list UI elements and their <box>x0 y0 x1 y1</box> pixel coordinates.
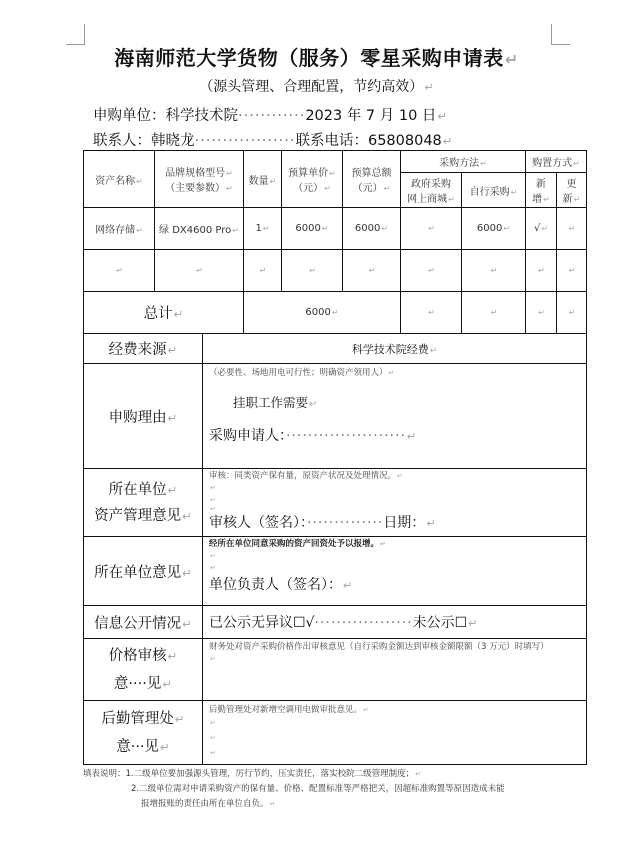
unit-opinion-hint: 经所在单位同意采购的资产回资处予以报增。↵ <box>209 539 386 549</box>
contact-name: 韩晓龙 <box>151 133 195 149</box>
procurement-table <box>83 150 587 765</box>
asset-mgmt-field[interactable]: 审核：同类资产保有量，原资产状况及处理情况。↵ ↵ ↵ ↵ 审核人（签名）：··············日期：↵ <box>203 469 587 537</box>
document-title: 海南师范大学货物（服务）零星采购申请表↵ <box>114 46 519 70</box>
instructions-label: 填表说明： <box>83 769 126 779</box>
reason-hint: （必要性、场地用电可行性；明确资产领用人）↵ <box>209 368 395 378</box>
reviewer-signature[interactable]: 审核人（签名）：··············日期：↵ <box>209 515 436 531</box>
cell-quantity[interactable]: 1↵ <box>244 208 282 250</box>
form-instructions: 填表说明：1.二级单位要加强源头管理，厉行节约，压实责任，落实校院二级管理制度；↵ 2.二级单位需对申请采购资产的保有量、价格、配置标准等严格把关，因超标准购置等原因造成未能 报增报账的责任由所在单位自负。↵ <box>83 769 505 809</box>
logistics-field[interactable]: 后勤管理处对新增空调用电做审批意见。↵ ↵ ↵ ↵ <box>203 701 587 765</box>
cell-gov-mall[interactable]: ↵ <box>401 250 462 292</box>
total-self-purchase[interactable]: ↵ <box>462 292 526 334</box>
unit-opinion-label: 所在单位意见↵ <box>84 537 203 606</box>
header-gov-mall: 政府采购 网上商城↵ <box>401 173 462 208</box>
total-renew[interactable]: ↵ <box>557 292 587 334</box>
applicant-line: 申购单位：科学技术院············2023 年 7 月 10 日↵ <box>93 108 448 124</box>
header-brand-model: 品牌规格型号↵ （主要参数）↵ <box>155 151 244 208</box>
disclosure-field[interactable]: 已公示无异议☐√··················未公示☐↵ <box>203 606 587 639</box>
cell-asset-name[interactable]: 网络存储↵ <box>84 208 155 250</box>
applicant-signature[interactable]: 采购申请人：······················↵ <box>209 428 417 444</box>
cell-asset-name[interactable]: ↵ <box>84 250 155 292</box>
phone-label: 联系电话： <box>295 133 368 149</box>
unpublished-checkbox[interactable]: 未公示☐ <box>412 615 468 631</box>
total-new[interactable]: ↵ <box>526 292 557 334</box>
reason-field[interactable] <box>203 364 587 469</box>
cell-total[interactable]: ↵ <box>343 250 401 292</box>
cell-quantity[interactable]: ↵ <box>244 250 282 292</box>
cell-unit-price[interactable]: ↵ <box>282 250 343 292</box>
disclosure-label: 信息公开情况↵ <box>84 606 203 639</box>
cell-unit-price[interactable]: 6000↵ <box>282 208 343 250</box>
cell-model[interactable]: 绿 DX4600 Pro↵ <box>155 208 244 250</box>
cell-self-purchase[interactable]: ↵ <box>462 250 526 292</box>
header-renew: 更 新↵ <box>557 173 587 208</box>
logistics-label: 后勤管理处↵ 意···见↵ <box>84 701 203 765</box>
table-row <box>84 208 587 250</box>
applicant-unit: 科学技术院 <box>165 108 238 124</box>
header-method: 采购方法↵ <box>401 151 526 173</box>
cell-gov-mall[interactable]: ↵ <box>401 208 462 250</box>
header-new: 新 增↵ <box>526 173 557 208</box>
header-total: 预算总额 （元）↵ <box>343 151 401 208</box>
total-value[interactable]: 6000↵ <box>244 292 401 334</box>
cell-model[interactable]: ↵ <box>155 250 244 292</box>
table-row <box>84 250 587 292</box>
cell-renew[interactable]: ↵ <box>557 250 587 292</box>
cell-renew[interactable]: ↵ <box>557 208 587 250</box>
unit-opinion-field[interactable]: 经所在单位同意采购的资产回资处予以报增。↵ ↵ ↵ 单位负责人（签名）：↵ <box>203 537 587 606</box>
responsible-signature[interactable]: 单位负责人（签名）：↵ <box>209 577 353 593</box>
funding-label: 经费来源↵ <box>84 334 203 364</box>
cell-total[interactable]: 6000↵ <box>343 208 401 250</box>
total-label: 总计↵ <box>84 292 244 334</box>
reason-value[interactable]: 挂职工作需要↵ <box>233 395 318 410</box>
application-date: 2023 年 7 月 10 日 <box>305 108 437 124</box>
price-review-hint: 财务处对资产采购价格作出审核意见（自行采购金额达到审核金额限额（3 万元）时填写） <box>209 642 549 652</box>
phone-number: 65808048 <box>367 133 442 149</box>
header-self-purchase: 自行采购↵ <box>462 173 526 208</box>
header-asset-name: 资产名称↵ <box>84 151 155 208</box>
price-review-field[interactable]: 财务处对资产采购价格作出审核意见（自行采购金额达到审核金额限额（3 万元）时填写） ↵ <box>203 639 587 701</box>
contact-label: 联系人： <box>93 133 151 149</box>
reason-label: 申购理由↵ <box>84 364 203 469</box>
total-row <box>84 292 587 334</box>
contact-line: 联系人：韩晓龙··················联系电话：65808048↵ <box>93 133 453 149</box>
total-gov-mall[interactable]: ↵ <box>401 292 462 334</box>
header-quantity: 数量↵ <box>244 151 282 208</box>
asset-mgmt-label: 所在单位↵ 资产管理意见↵ <box>84 469 203 537</box>
logistics-hint: 后勤管理处对新增空调用电做审批意见。↵ <box>209 705 369 715</box>
cell-new[interactable]: √↵ <box>526 208 557 250</box>
header-purchase-type: 购置方式↵ <box>526 151 587 173</box>
asset-mgmt-hint: 审核：同类资产保有量，原资产状况及处理情况。↵ <box>209 471 403 481</box>
header-unit-price: 预算单价↵ （元）↵ <box>282 151 343 208</box>
cell-new[interactable]: ↵ <box>526 250 557 292</box>
published-checkbox[interactable]: 已公示无异议☐√ <box>209 615 315 631</box>
funding-value[interactable]: 科学技术院经费↵ <box>203 334 587 364</box>
applicant-unit-label: 申购单位： <box>93 108 166 124</box>
document-subtitle: （源头管理、合理配置，节约高效）↵ <box>199 79 434 95</box>
price-review-label: 价格审核↵ 意····见↵ <box>84 639 203 701</box>
cell-self-purchase[interactable]: 6000↵ <box>462 208 526 250</box>
